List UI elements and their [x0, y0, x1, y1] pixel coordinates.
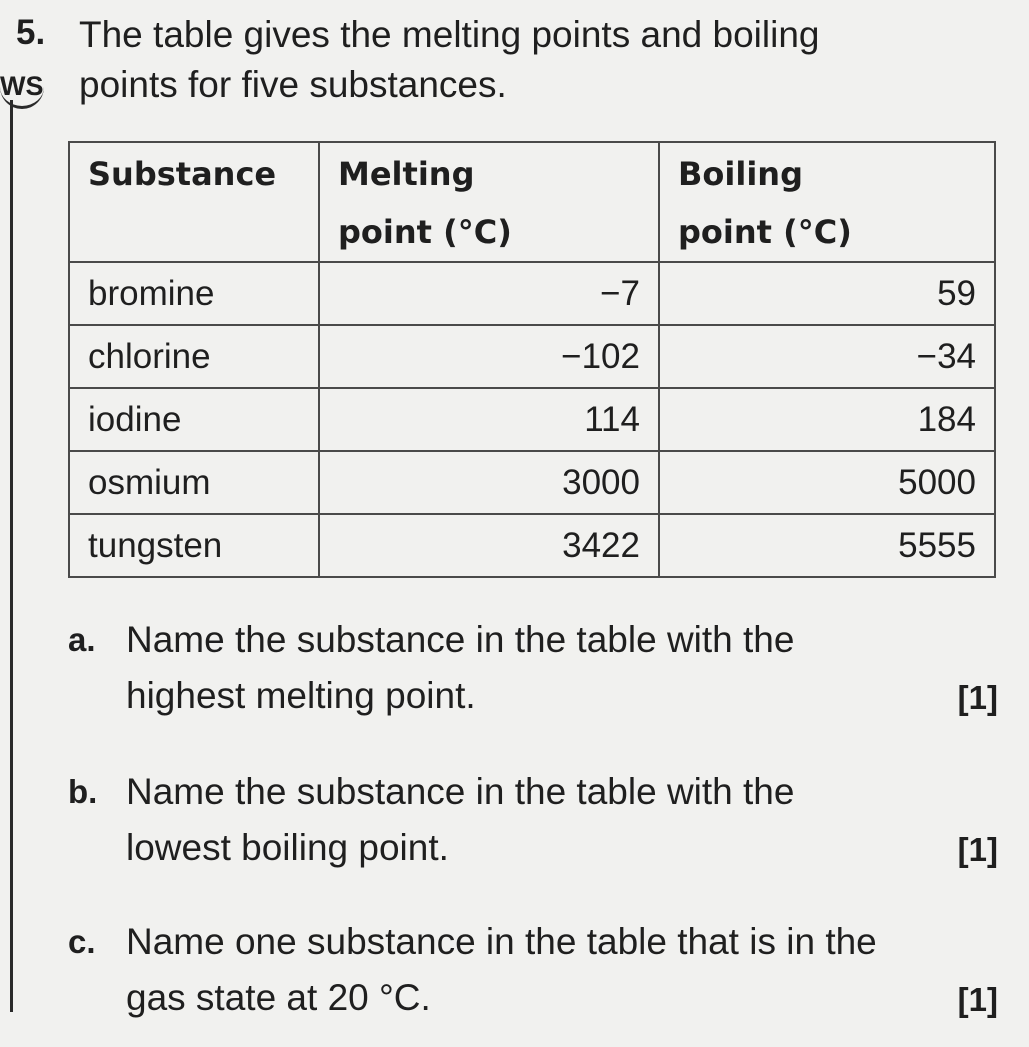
- table-row: [69, 514, 995, 577]
- sidebar-rule: [10, 100, 13, 1012]
- table-row: [69, 388, 995, 451]
- table-row: [69, 262, 995, 325]
- cell-boiling: 59: [659, 262, 995, 325]
- part-letter: a.: [68, 621, 96, 658]
- part-letter: c.: [68, 923, 96, 960]
- part-text-line2: highest melting point.: [126, 675, 476, 716]
- cell-substance: bromine: [69, 262, 319, 325]
- table-row: [69, 451, 995, 514]
- cell-boiling: −34: [659, 325, 995, 388]
- header-boiling-point: Boiling point (°C): [659, 142, 995, 262]
- table-header-row: [69, 142, 995, 262]
- header-substance: Substance: [69, 142, 319, 262]
- cell-melting: −7: [319, 262, 659, 325]
- cell-melting: 3422: [319, 514, 659, 577]
- part-text-line1: Name the substance in the table with the: [126, 619, 795, 660]
- part-text-line1: Name the substance in the table with the: [126, 771, 795, 812]
- question-number: 5.: [16, 13, 46, 52]
- cell-substance: iodine: [69, 388, 319, 451]
- part-text: [126, 914, 966, 1026]
- part-text: [126, 612, 966, 724]
- header-melting-point: Melting point (°C): [319, 142, 659, 262]
- cell-substance: tungsten: [69, 514, 319, 577]
- worksheet-badge: WS: [0, 66, 44, 109]
- substances-table: [68, 141, 996, 578]
- cell-boiling: 5555: [659, 514, 995, 577]
- marks-label: [1]: [957, 831, 998, 868]
- question-text-line2: points for five substances.: [79, 64, 507, 105]
- part-text-line2: gas state at 20 °C.: [126, 977, 431, 1018]
- cell-melting: 3000: [319, 451, 659, 514]
- cell-substance: osmium: [69, 451, 319, 514]
- cell-boiling: 184: [659, 388, 995, 451]
- part-text-line1: Name one substance in the table that is in the: [126, 921, 877, 962]
- question-text-line1: The table gives the melting points and boiling: [79, 14, 820, 55]
- marks-label: [1]: [957, 679, 998, 716]
- cell-substance: chlorine: [69, 325, 319, 388]
- part-text-line2: lowest boiling point.: [126, 827, 449, 868]
- marks-label: [1]: [957, 981, 998, 1018]
- part-text: [126, 764, 966, 876]
- cell-melting: 114: [319, 388, 659, 451]
- question-text: [79, 10, 979, 110]
- table-row: [69, 325, 995, 388]
- cell-boiling: 5000: [659, 451, 995, 514]
- cell-melting: −102: [319, 325, 659, 388]
- part-letter: b.: [68, 773, 98, 810]
